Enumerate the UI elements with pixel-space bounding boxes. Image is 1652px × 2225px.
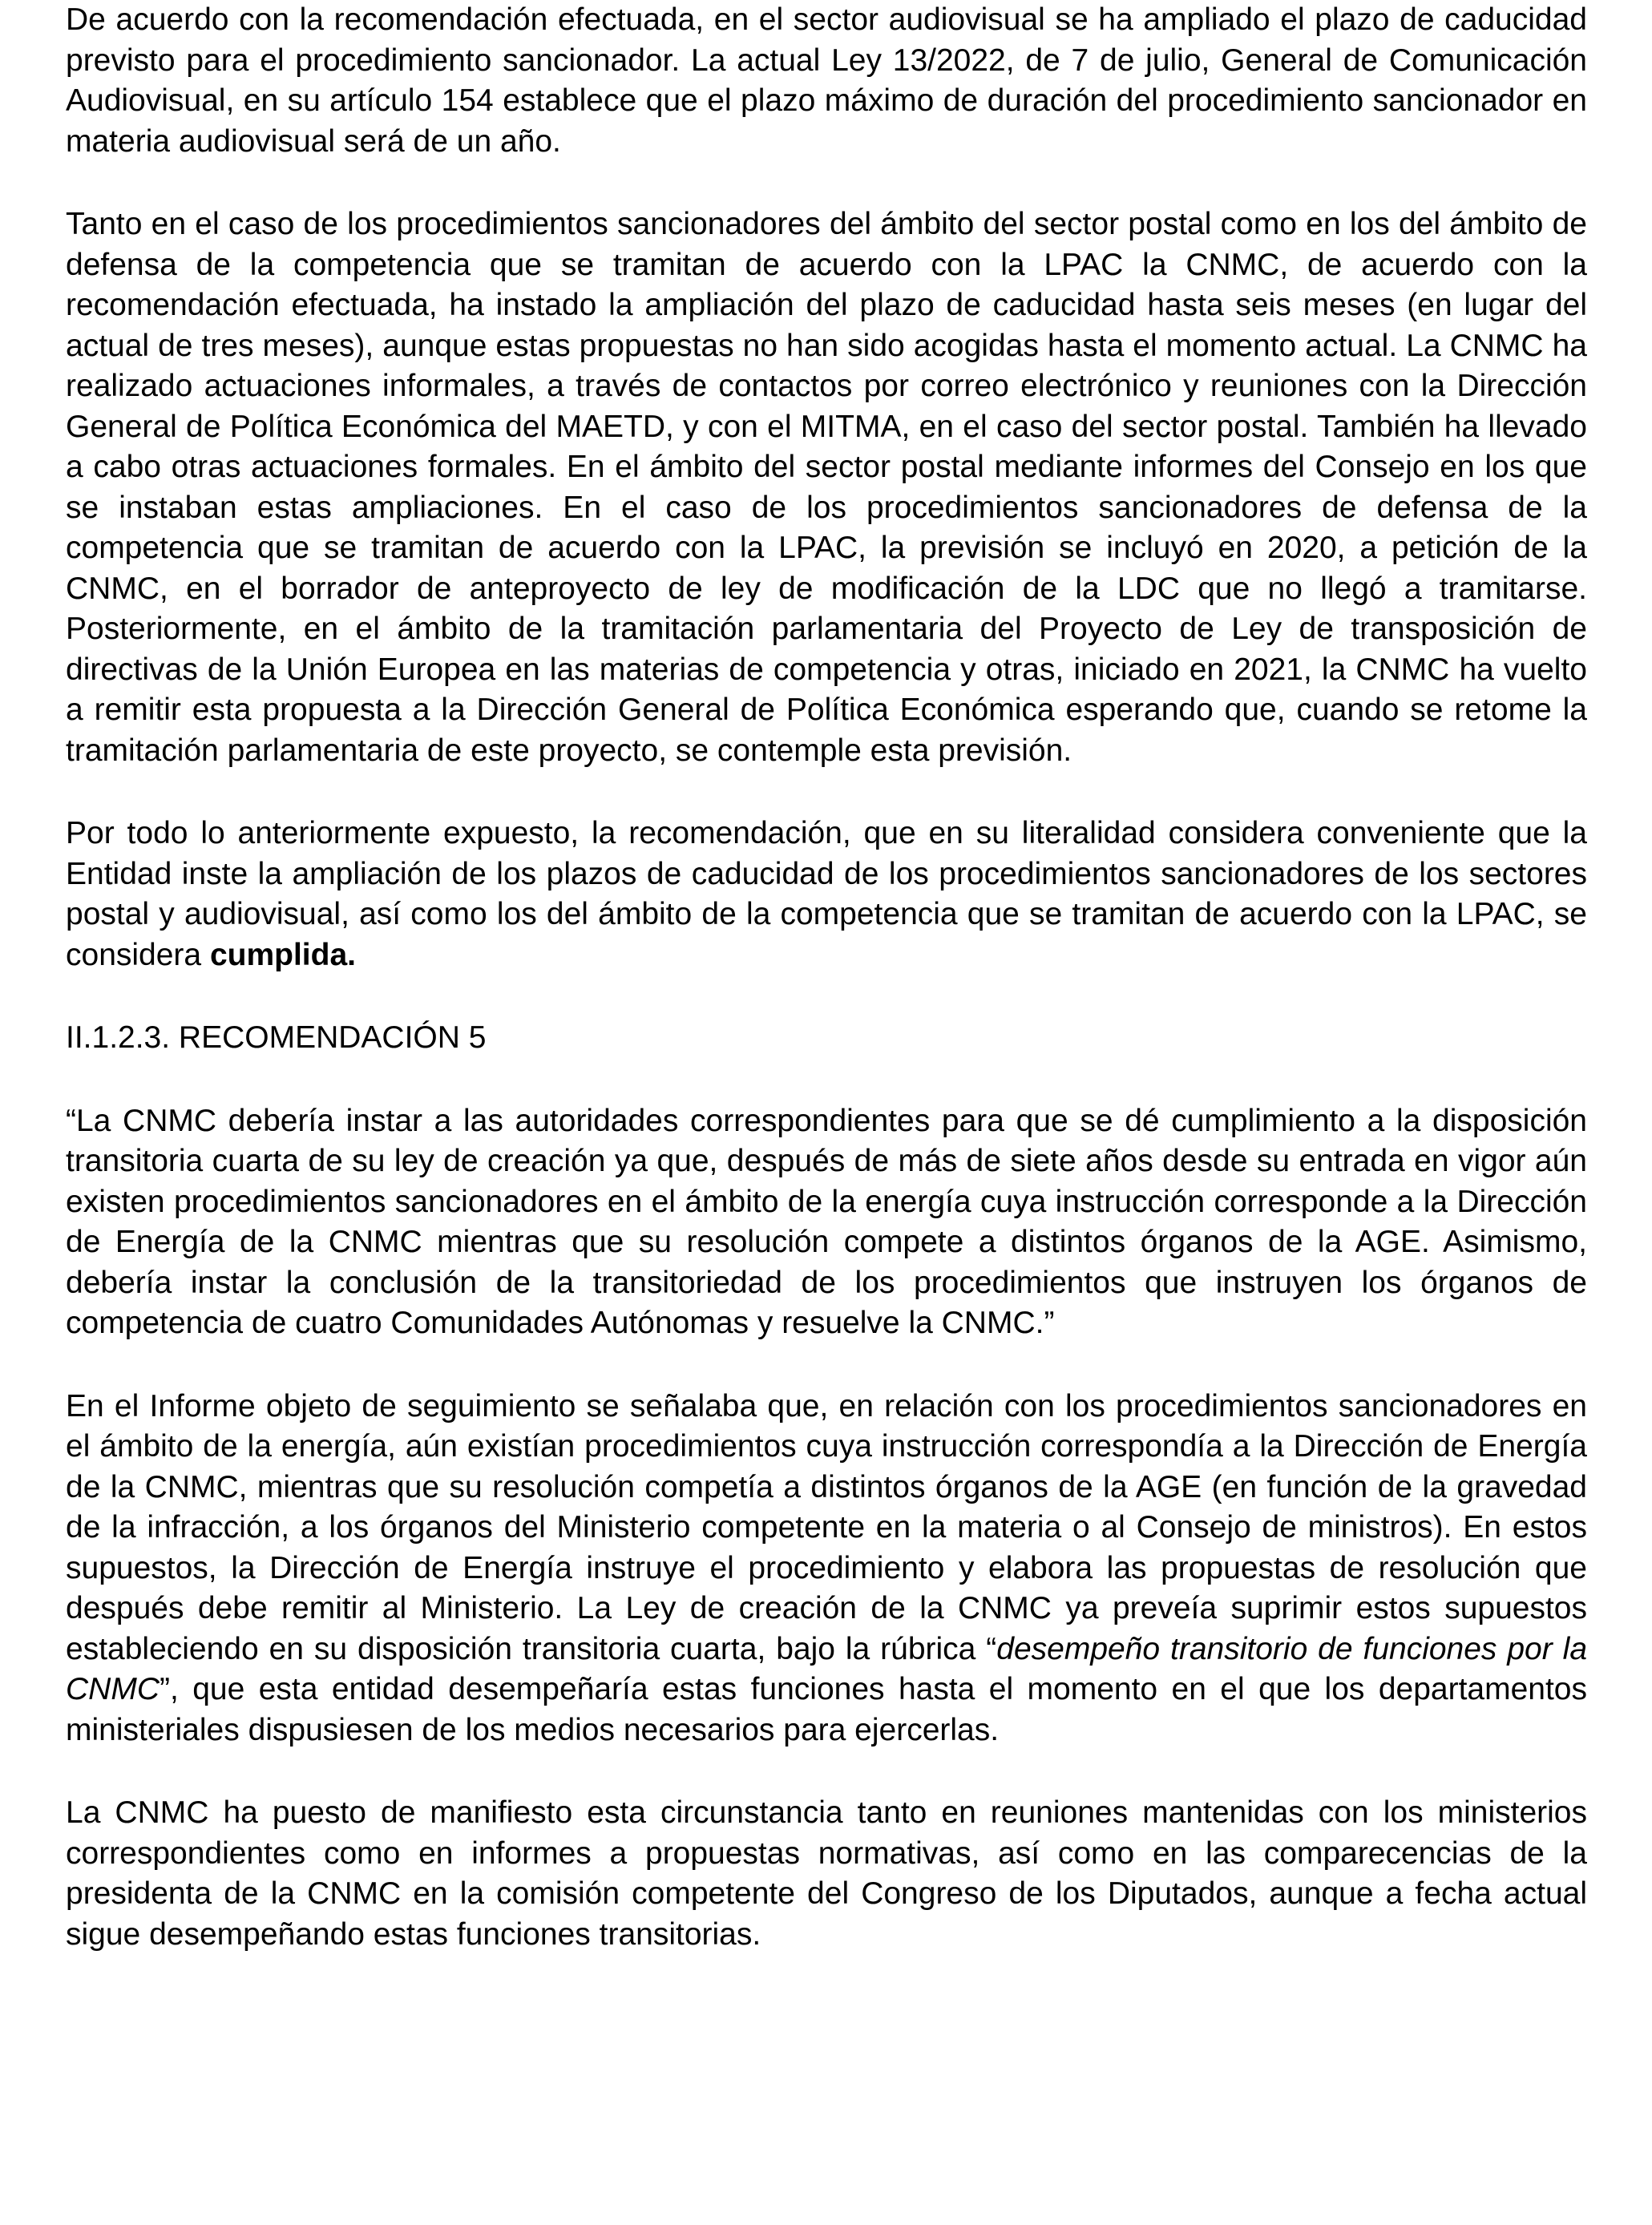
document-page bbox=[66, 0, 1587, 1955]
informe-text: En el Informe objeto de seguimiento se señalaba que, en relación con los procedimientos sancionadores en el ámbito de la energía, aún existían procedimientos cuya instrucción correspondía a la Dirección de Energía de la CNMC, mientras que su resolución competía a distintos órganos de la AGE (en función de la gravedad de la infracción, a los órganos del Ministerio competente en la materia o al Consejo de ministros). En estos supuestos, la Dirección de Energía instruye el procedimiento y elabora las propuestas de resolución que después debe remitir al Ministerio. La Ley de creación de la CNMC ya preveía suprimir estos supuestos estableciendo en su disposición transitoria cuarta, bajo la rúbrica “ bbox=[66, 1388, 1587, 1666]
recommendation-quote: “La CNMC debería instar a las autoridades correspondientes para que se dé cumplimiento a la disposición transitoria cuarta de su ley de creación ya que, después de más de siete años desde su entrada en vigor aún existen procedimientos sancionadores en el ámbito de la energía cuya instrucción corresponde a la Dirección de Energía de la CNMC mientras que su resolución compete a distintos órganos de la AGE. Asimismo, debería instar la conclusión de la transitoriedad de los procedimientos que instruyen los órganos de competencia de cuatro Comunidades Autónomas y resuelve la CNMC.” bbox=[66, 1103, 1587, 1340]
paragraph-manifiesto: La CNMC ha puesto de manifiesto esta circunstancia tanto en reuniones mantenidas con los ministerios correspondientes como en informes a propuestas normativas, así como en las comparecencias de la presidenta de la CNMC en la comisión competente del Congreso de los Diputados, aunque a fecha actual sigue desempeñando estas funciones transitorias. bbox=[66, 1795, 1587, 1952]
paragraph-postal-competencia: Tanto en el caso de los procedimientos sancionadores del ámbito del sector postal como en los del ámbito de defensa de la competencia que se tramitan de acuerdo con la LPAC la CNMC, de acuerdo con la recomendación efectuada, ha instado la ampliación del plazo de caducidad hasta seis meses (en lugar del actual de tres meses), aunque estas propuestas no han sido acogidas hasta el momento actual. La CNMC ha realizado actuaciones informales, a través de contactos por correo electrónico y reuniones con la Dirección General de Política Económica del MAETD, y con el MITMA, en el caso del sector postal. También ha llevado a cabo otras actuaciones formales. En el ámbito del sector postal mediante informes del Consejo en los que se instaban estas ampliaciones. En el caso de los procedimientos sancionadores de defensa de la competencia que se tramitan de acuerdo con la LPAC, la previsión se incluyó en 2020, a petición de la CNMC, en el borrador de anteproyecto de ley de modificación de la LDC que no llegó a tramitarse. Posteriormente, en el ámbito de la tramitación parlamentaria del Proyecto de Ley de transposición de directivas de la Unión Europea en las materias de competencia y otras, iniciado en 2021, la CNMC ha vuelto a remitir esta propuesta a la Dirección General de Política Económica esperando que, cuando se retome la tramitación parlamentaria de este proyecto, se contemple esta previsión. bbox=[66, 207, 1587, 768]
paragraph-audiovisual: De acuerdo con la recomendación efectuada, en el sector audiovisual se ha ampliado el plazo de caducidad previsto para el procedimiento sancionador. La actual Ley 13/2022, de 7 de julio, General de Comunicación Audiovisual, en su artículo 154 establece que el plazo máximo de duración del procedimiento sancionador en materia audiovisual será de un año. bbox=[66, 2, 1587, 159]
conclusion-text: Por todo lo anteriormente expuesto, la recomendación, que en su literalidad considera conveniente que la Entidad inste la ampliación de los plazos de caducidad de los procedimientos sancionadores de los sectores postal y audiovisual, así como los del ámbito de la competencia que se tramitan de acuerdo con la LPAC, se considera bbox=[66, 816, 1587, 972]
informe-rubrica: desempeño transitorio de funciones por la CNMC bbox=[66, 1631, 1588, 1706]
paragraph-informe bbox=[66, 1387, 1587, 1751]
section-heading: II.1.2.3. RECOMENDACIÓN 5 bbox=[66, 1020, 487, 1055]
paragraph-conclusion bbox=[66, 814, 1587, 975]
informe-tail: ”, que esta entidad desempeñaría estas funciones hasta el momento en el que los departamentos ministeriales dispusiesen de los medios necesarios para ejercerlas. bbox=[66, 1672, 1587, 1747]
conclusion-status: cumplida. bbox=[209, 937, 356, 972]
